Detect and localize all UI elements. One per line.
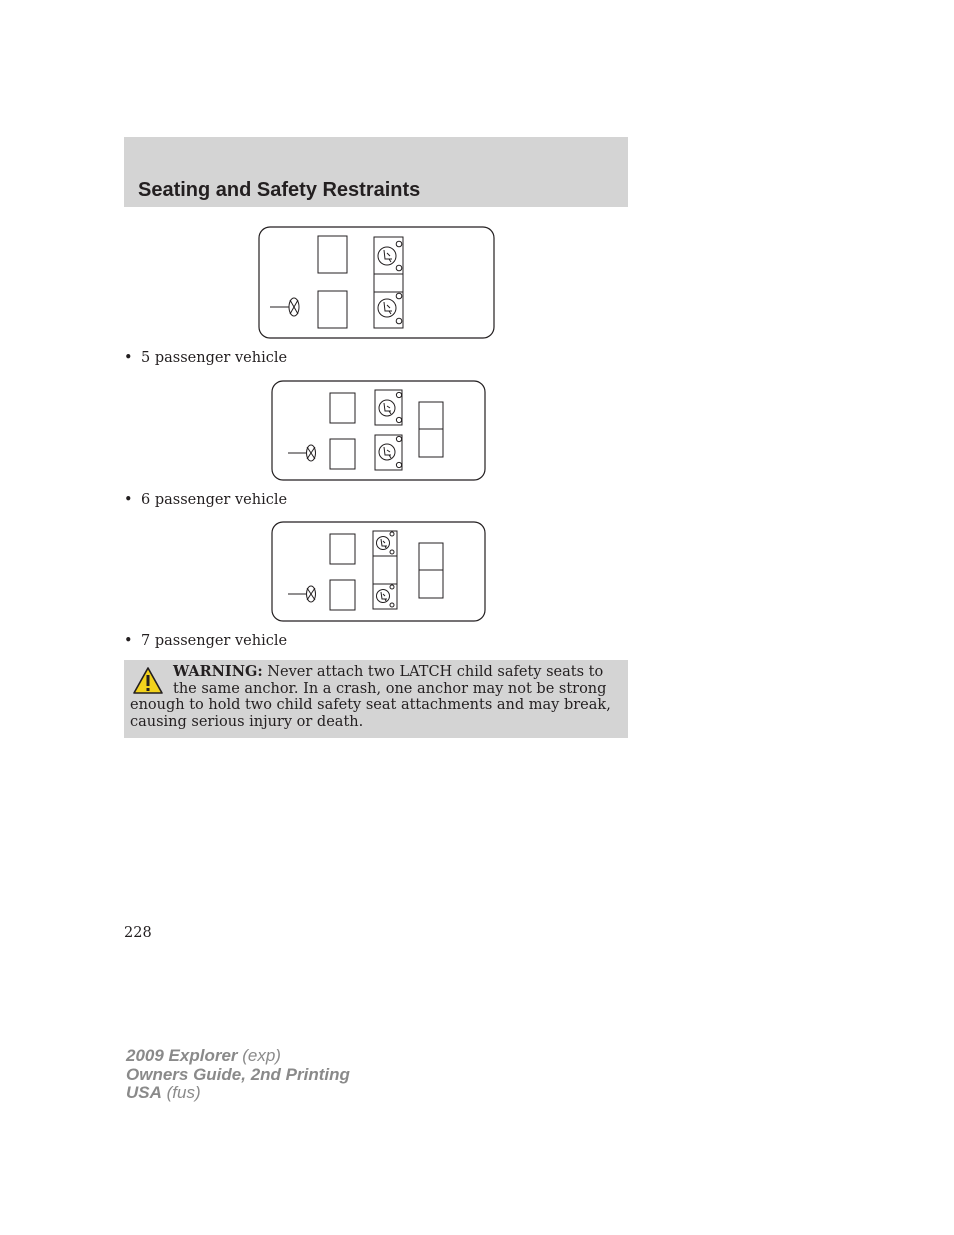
- document-footer: [126, 1047, 350, 1103]
- section-header-band: [124, 137, 628, 207]
- child-seat-anchor-icon: [377, 532, 395, 554]
- footer-market: USA: [126, 1083, 162, 1102]
- warning-box: [124, 660, 628, 738]
- footer-model-code: (exp): [237, 1046, 281, 1065]
- warning-text: [130, 664, 618, 730]
- caption-6-passenger: • 6 passenger vehicle: [124, 492, 288, 508]
- seating-diagram-7-passenger: [271, 521, 487, 623]
- warning-body: Never attach two LATCH child safety seats to the same anchor. In a crash, one anchor may not be strong enough to hold two child safety seat attachments and may break, causing serious injury or death.: [130, 664, 611, 730]
- section-title: Seating and Safety Restraints: [138, 179, 421, 201]
- child-seat-anchor-icon: [378, 293, 402, 324]
- caption-5-passenger: • 5 passenger vehicle: [124, 350, 288, 366]
- steering-wheel-icon: [270, 298, 299, 316]
- seating-diagram-5-passenger: [258, 226, 495, 340]
- page-number: 228: [124, 925, 152, 941]
- footer-model: 2009 Explorer: [126, 1046, 238, 1065]
- bullet-icon: •: [124, 350, 133, 366]
- warning-label: WARNING:: [173, 663, 263, 680]
- child-seat-anchor-icon: [378, 241, 402, 271]
- bullet-icon: •: [124, 633, 133, 649]
- child-seat-anchor-icon: [377, 585, 395, 607]
- footer-market-code: (fus): [161, 1083, 201, 1102]
- caption-7-passenger: • 7 passenger vehicle: [124, 633, 288, 649]
- bullet-icon: •: [124, 492, 133, 508]
- steering-wheel-icon: [288, 586, 316, 602]
- child-seat-anchor-icon: [379, 436, 402, 467]
- child-seat-anchor-icon: [379, 392, 402, 422]
- footer-guide: Owners Guide, 2nd Printing: [126, 1064, 350, 1084]
- steering-wheel-icon: [288, 445, 316, 461]
- seating-diagram-6-passenger: [271, 380, 487, 482]
